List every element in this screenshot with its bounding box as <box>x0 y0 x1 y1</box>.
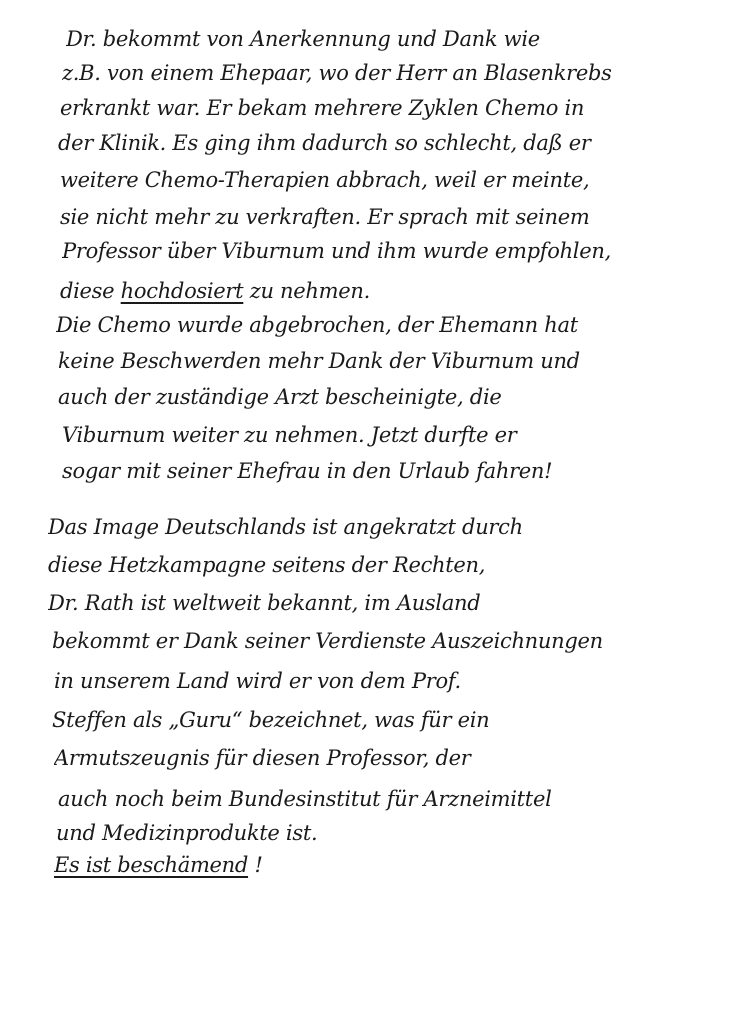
letter-line: Armutszeugnis für diesen Professor, der <box>54 746 471 770</box>
letter-line <box>60 278 710 304</box>
closing-exclamation: ! <box>248 853 263 877</box>
letter-line: der Klinik. Es ging ihm dadurch so schlecht, daß er <box>58 131 591 155</box>
letter-line: z.B. von einem Ehepaar, wo der Herr an Blasenkrebs <box>62 61 612 85</box>
letter-line: auch noch beim Bundesinstitut für Arzneimittel <box>58 787 552 811</box>
letter-line: Steffen als „Guru“ bezeichnet, was für ein <box>52 708 490 732</box>
letter-line: Die Chemo wurde abgebrochen, der Ehemann hat <box>56 313 578 337</box>
letter-line: Dr. Rath ist weltweit bekannt, im Ausland <box>48 591 481 615</box>
letter-line: sogar mit seiner Ehefrau in den Urlaub fahren! <box>62 459 553 483</box>
letter-line: keine Beschwerden mehr Dank der Viburnum und <box>58 349 580 373</box>
letter-line: Das Image Deutschlands ist angekratzt durch <box>48 515 523 539</box>
letter-line: Professor über Viburnum und ihm wurde empfohlen, <box>62 239 611 263</box>
letter-line: auch der zuständige Arzt bescheinigte, die <box>58 385 502 409</box>
letter-text: diese <box>60 279 121 303</box>
letter-line: in unserem Land wird er von dem Prof. <box>54 669 461 693</box>
letter-line: sie nicht mehr zu verkraften. Er sprach mit seinem <box>60 205 590 229</box>
letter-line: diese Hetzkampagne seitens der Rechten, <box>48 553 486 577</box>
letter-line: weitere Chemo-Therapien abbrach, weil er meinte, <box>60 168 590 192</box>
letter-line: erkrankt war. Er bekam mehrere Zyklen Chemo in <box>60 96 585 120</box>
letter-line: bekommt er Dank seiner Verdienste Auszeichnungen <box>52 629 603 653</box>
underlined-closing-phrase: Es ist beschämend <box>54 853 249 877</box>
letter-line: Viburnum weiter zu nehmen. Jetzt durfte er <box>62 423 517 447</box>
letter-text: zu nehmen. <box>243 279 370 303</box>
underlined-word-hochdosiert: hochdosiert <box>120 279 244 303</box>
letter-line: und Medizinprodukte ist. <box>56 821 318 845</box>
closing-line <box>54 852 704 878</box>
letter-line: Dr. bekommt von Anerkennung und Dank wie <box>66 27 540 51</box>
